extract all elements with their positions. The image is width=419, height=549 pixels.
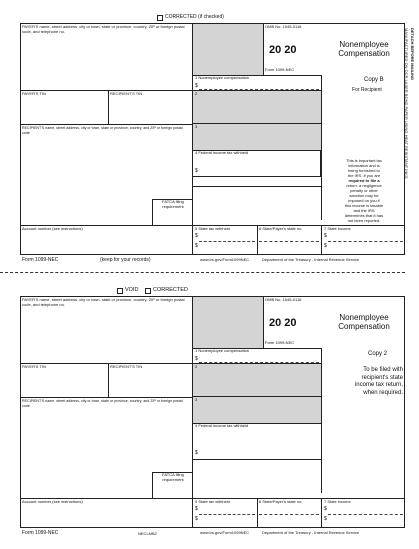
footer-dept: Department of the Treasury - Internal Revenue Service — [262, 530, 360, 535]
footer-form: Form 1099-NEC — [22, 257, 59, 263]
copy-label: Copy 2 — [368, 351, 388, 357]
divider — [108, 90, 109, 124]
box5-label: 5 State tax withheld — [195, 226, 230, 231]
box4-label: 4 Federal income tax withheld — [195, 150, 249, 155]
box7-label: 7 State income — [324, 499, 351, 504]
tax-year: 20 20 — [269, 44, 297, 56]
box5-dollar-2: $ — [195, 516, 198, 522]
void-label: VOID — [125, 287, 139, 293]
box6-label: 6 State/Payer's state no. — [259, 226, 303, 231]
omb-number: OMB No. 1545-0116 — [265, 24, 302, 29]
footer-dept: Department of the Treasury - Internal Revenue Service — [262, 257, 360, 262]
detach-side-text: DETACH BEFORE MAILING — [410, 28, 415, 81]
form-copy-2 — [0, 274, 419, 549]
box2-shaded — [193, 364, 321, 396]
form-name: Form 1099-NEC — [265, 67, 295, 72]
perforation-line — [0, 272, 405, 273]
account-number-label: Account number (see instructions) — [22, 499, 83, 504]
form-title: Nonemployee Compensation — [338, 40, 390, 58]
copy-label: Copy B — [364, 77, 384, 83]
box6-label: 6 State/Payer's state no. — [259, 499, 303, 504]
box7-dollar-1: $ — [324, 506, 327, 512]
box1-label: 1 Nonemployee compensation — [195, 75, 250, 80]
fatca-label: FATCA filing requirement — [162, 472, 184, 482]
copy-sub-label: For Recipient — [352, 87, 382, 93]
box5-label: 5 State tax withheld — [195, 499, 230, 504]
box4-dollar: $ — [195, 450, 198, 456]
box7-dollar-2: $ — [324, 243, 327, 249]
tax-year: 20 20 — [269, 317, 297, 329]
box3-shaded — [193, 397, 321, 423]
box5-dollar-2: $ — [195, 243, 198, 249]
recipient-name-label: RECIPIENT'S name, street address, city or town, state or province, country, and ZIP or foreign postal code — [22, 399, 183, 408]
recipient-tin-label: RECIPIENT'S TIN — [110, 364, 143, 369]
divider — [321, 75, 322, 220]
box3-shaded — [193, 124, 321, 150]
divider — [257, 225, 258, 255]
fatca-label: FATCA filing requirement — [162, 199, 184, 209]
box2-label: 2 — [195, 364, 198, 369]
payer-name-label: PAYER'S name, street address, city or town, state or province, country, ZIP or foreign postal code, and telephone no. — [22, 24, 185, 34]
payer-name-label: PAYER'S name, street address, city or town, state or province, country, ZIP or foreign postal code, and telephone no. — [22, 297, 185, 307]
corrected-label: CORRECTED (if checked) — [165, 14, 224, 20]
recipient-tin-label: RECIPIENT'S TIN — [110, 91, 143, 96]
footer-url: www.irs.gov/Form1099NEC — [200, 530, 250, 535]
box7-dollar-2: $ — [324, 516, 327, 522]
box2-shaded — [193, 91, 321, 123]
box1-label: 1 Nonemployee compensation — [195, 348, 250, 353]
box3-label: 3 — [195, 124, 198, 129]
corrected-checkbox[interactable] — [157, 15, 163, 21]
box5-dollar-1: $ — [195, 506, 198, 512]
box2-label: 2 — [195, 91, 198, 96]
box4-label: 4 Federal income tax withheld — [195, 423, 249, 428]
box7-label: 7 State income — [324, 226, 351, 231]
box-shaded — [193, 24, 263, 75]
void-checkbox[interactable] — [117, 288, 123, 294]
form-name: Form 1099-NEC — [265, 340, 295, 345]
payer-tin-label: PAYER'S TIN — [22, 364, 46, 369]
box1-dollar: $ — [195, 356, 198, 362]
box4-dollar: $ — [195, 168, 198, 174]
account-number-label: Account number (see instructions) — [22, 226, 83, 231]
notice-text: To be filed with recipient's state income tax return, when required. — [354, 367, 403, 396]
box-shaded — [193, 297, 263, 348]
form-copy-b — [0, 0, 419, 272]
box1-dollar: $ — [195, 83, 198, 89]
footer-url: www.irs.gov/Form1099NEC — [200, 257, 250, 262]
footer-code: NECLMB2 — [138, 531, 157, 536]
box3-label: 3 — [195, 397, 198, 402]
payer-tin-label: PAYER'S TIN — [22, 91, 46, 96]
divider — [263, 23, 264, 75]
manufactured-side-text: MANUFACTURED ON OCR LASER BOND PAPER USING HEAT RESISTANT INKS — [404, 28, 409, 179]
recipient-name-label: RECIPIENT'S name, street address, city or town, state or province, country, and ZIP or foreign postal code — [22, 126, 183, 135]
form-title: Nonemployee Compensation — [338, 313, 390, 331]
omb-number: OMB No. 1545-0116 — [265, 297, 302, 302]
box7-dollar-1: $ — [324, 233, 327, 239]
notice-text: This is important tax information and is being furnished to the IRS. If you are required to file a return, a negligence penalty or other sanction may be imposed on you if this income is taxable and the IRS determines that it has not been reported. — [344, 158, 384, 223]
divider — [321, 225, 322, 255]
box5-dollar-1: $ — [195, 233, 198, 239]
footer-keep: (keep for your records) — [100, 257, 151, 263]
corrected-label: CORRECTED — [153, 287, 188, 293]
corrected-checkbox[interactable] — [145, 288, 151, 294]
footer-form: Form 1099-NEC — [22, 530, 59, 536]
